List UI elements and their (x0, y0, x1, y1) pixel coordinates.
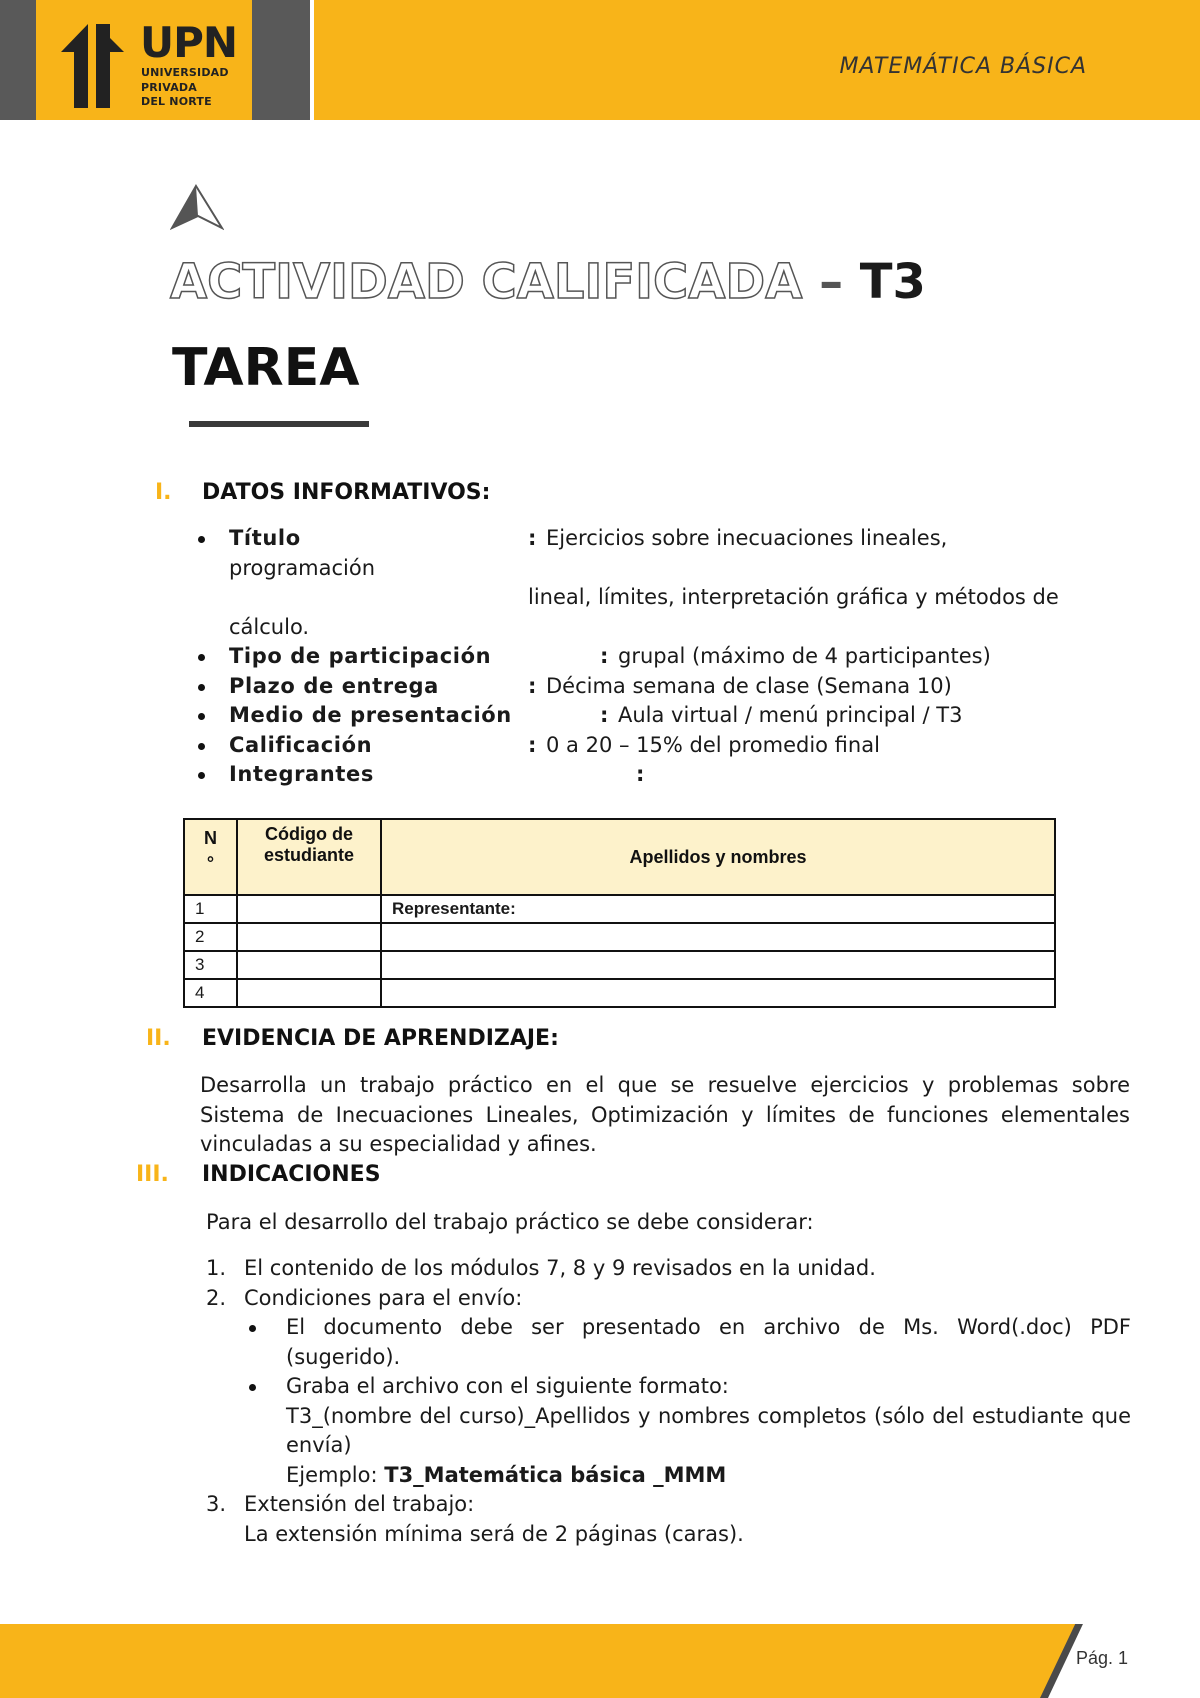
info-value: grupal (máximo de 4 participantes) (618, 644, 991, 668)
activity-title-outline: ACTIVIDAD CALIFICADA (170, 254, 803, 310)
cell-names (381, 951, 1055, 979)
sub-list-item (244, 1372, 1131, 1490)
indications-list (206, 1254, 1131, 1549)
list-text: El contenido de los módulos 7, 8 y 9 revisados en la unidad. (244, 1256, 876, 1280)
header-divider (252, 0, 310, 120)
info-value: Décima semana de clase (Semana 10) (546, 673, 952, 698)
logo-wordmark: UPN (140, 18, 238, 67)
cell-code (237, 923, 381, 951)
info-value: 0 a 20 – 15% del promedio final (546, 732, 880, 757)
section-2-text: Desarrolla un trabajo práctico en el que se resuelve ejercicios y problemas sobre Sistema de Inecuaciones Lineales, Optimización y límites de funciones elementales vinculadas a su especialidad y afines. (200, 1073, 1130, 1156)
format-example: Ejemplo: T3_Matemática básica _MMM (286, 1462, 727, 1487)
title-underline (189, 421, 369, 427)
bullet-icon (198, 713, 205, 720)
bullet-icon (198, 743, 205, 750)
list-detail: La extensión mínima será de 2 páginas (caras). (244, 1521, 744, 1546)
info-colon: : (528, 526, 537, 550)
info-colon: : (600, 703, 609, 727)
list-item (206, 1284, 1131, 1314)
info-colon: : (636, 762, 645, 786)
info-label: Título (229, 526, 301, 550)
sub-list-item (244, 1313, 1131, 1372)
cell-code (237, 895, 381, 923)
cell-code (237, 951, 381, 979)
info-colon: : (600, 644, 609, 668)
table-row (184, 951, 1055, 979)
cell-number: 1 (184, 895, 237, 923)
footer-bar (0, 1624, 1200, 1698)
info-value: Ejercicios sobre inecuaciones lineales, (546, 526, 948, 550)
course-title: MATEMÁTICA BÁSICA (839, 54, 1087, 79)
cell-names: Representante: (381, 895, 1055, 923)
info-label: Plazo de entrega (229, 673, 439, 698)
logo-subtitle: UNIVERSIDAD PRIVADA DEL NORTE (141, 66, 229, 108)
info-value-wrap: programación (229, 555, 376, 580)
col-header-number: N ° (184, 819, 237, 895)
list-text: Extensión del trabajo: (244, 1492, 475, 1516)
list-text: Condiciones para el envío: (244, 1285, 523, 1310)
bullet-icon (249, 1325, 256, 1332)
bullet-icon (198, 654, 205, 661)
info-label: Medio de presentación (229, 703, 512, 727)
section-3-intro: Para el desarrollo del trabajo práctico se debe considerar: (206, 1210, 814, 1234)
info-value-wrap: cálculo. (229, 614, 310, 639)
table-header-row (184, 819, 1055, 895)
list-item (206, 1254, 1131, 1284)
activity-title (170, 254, 926, 310)
col-header-code: Código de estudiante (237, 819, 381, 895)
bullet-icon (198, 684, 205, 691)
list-number: 1. (206, 1256, 227, 1280)
navigation-arrow-icon (170, 184, 224, 232)
section-1-title: DATOS INFORMATIVOS: (202, 480, 491, 505)
info-value-wrap: lineal, límites, interpretación gráfica y métodos de (528, 585, 1059, 609)
cell-names (381, 979, 1055, 1007)
activity-subtitle: TAREA (172, 338, 360, 398)
cell-number: 3 (184, 951, 237, 979)
bullet-icon (198, 536, 205, 543)
sub-list-text: El documento debe ser presentado en archivo de Ms. Word(.doc) PDF (sugerido). (286, 1315, 1131, 1369)
members-table (183, 818, 1056, 1008)
upn-arrow-logo-icon (56, 22, 136, 112)
info-value: Aula virtual / menú principal / T3 (618, 703, 963, 727)
list-number: 2. (206, 1285, 227, 1310)
info-label: Calificación (229, 732, 373, 757)
section-2-number: II. (146, 1026, 171, 1051)
activity-title-dash: – (802, 254, 860, 310)
format-intro: Graba el archivo con el siguiente formato: (286, 1374, 729, 1398)
cell-number: 2 (184, 923, 237, 951)
page-number: Pág. 1 (1076, 1648, 1129, 1668)
info-colon: : (528, 732, 537, 757)
cell-number: 4 (184, 979, 237, 1007)
header-gray-strip (0, 0, 36, 120)
cell-code (237, 979, 381, 1007)
activity-code: T3 (859, 254, 926, 310)
list-number: 3. (206, 1492, 227, 1516)
logo-panel (36, 0, 252, 120)
format-example-value: T3_Matemática básica _MMM (384, 1462, 727, 1487)
info-label: Tipo de participación (229, 644, 492, 668)
info-label: Integrantes (229, 762, 374, 786)
section-1-number: I. (155, 480, 172, 505)
info-colon: : (528, 673, 537, 698)
bullet-icon (249, 1384, 256, 1391)
col-header-names: Apellidos y nombres (381, 819, 1055, 895)
bullet-icon (198, 772, 205, 779)
table-row (184, 923, 1055, 951)
list-item (206, 1490, 1131, 1549)
cell-names (381, 923, 1055, 951)
section-3-number: III. (136, 1162, 169, 1187)
table-row (184, 979, 1055, 1007)
sub-list-text (286, 1372, 1131, 1490)
section-3-title: INDICACIONES (202, 1162, 381, 1187)
table-row (184, 895, 1055, 923)
section-2-title: EVIDENCIA DE APRENDIZAJE: (202, 1026, 559, 1051)
format-pattern: T3_(nombre del curso)_Apellidos y nombres completos (sólo del estudiante que envía) (286, 1403, 1131, 1457)
